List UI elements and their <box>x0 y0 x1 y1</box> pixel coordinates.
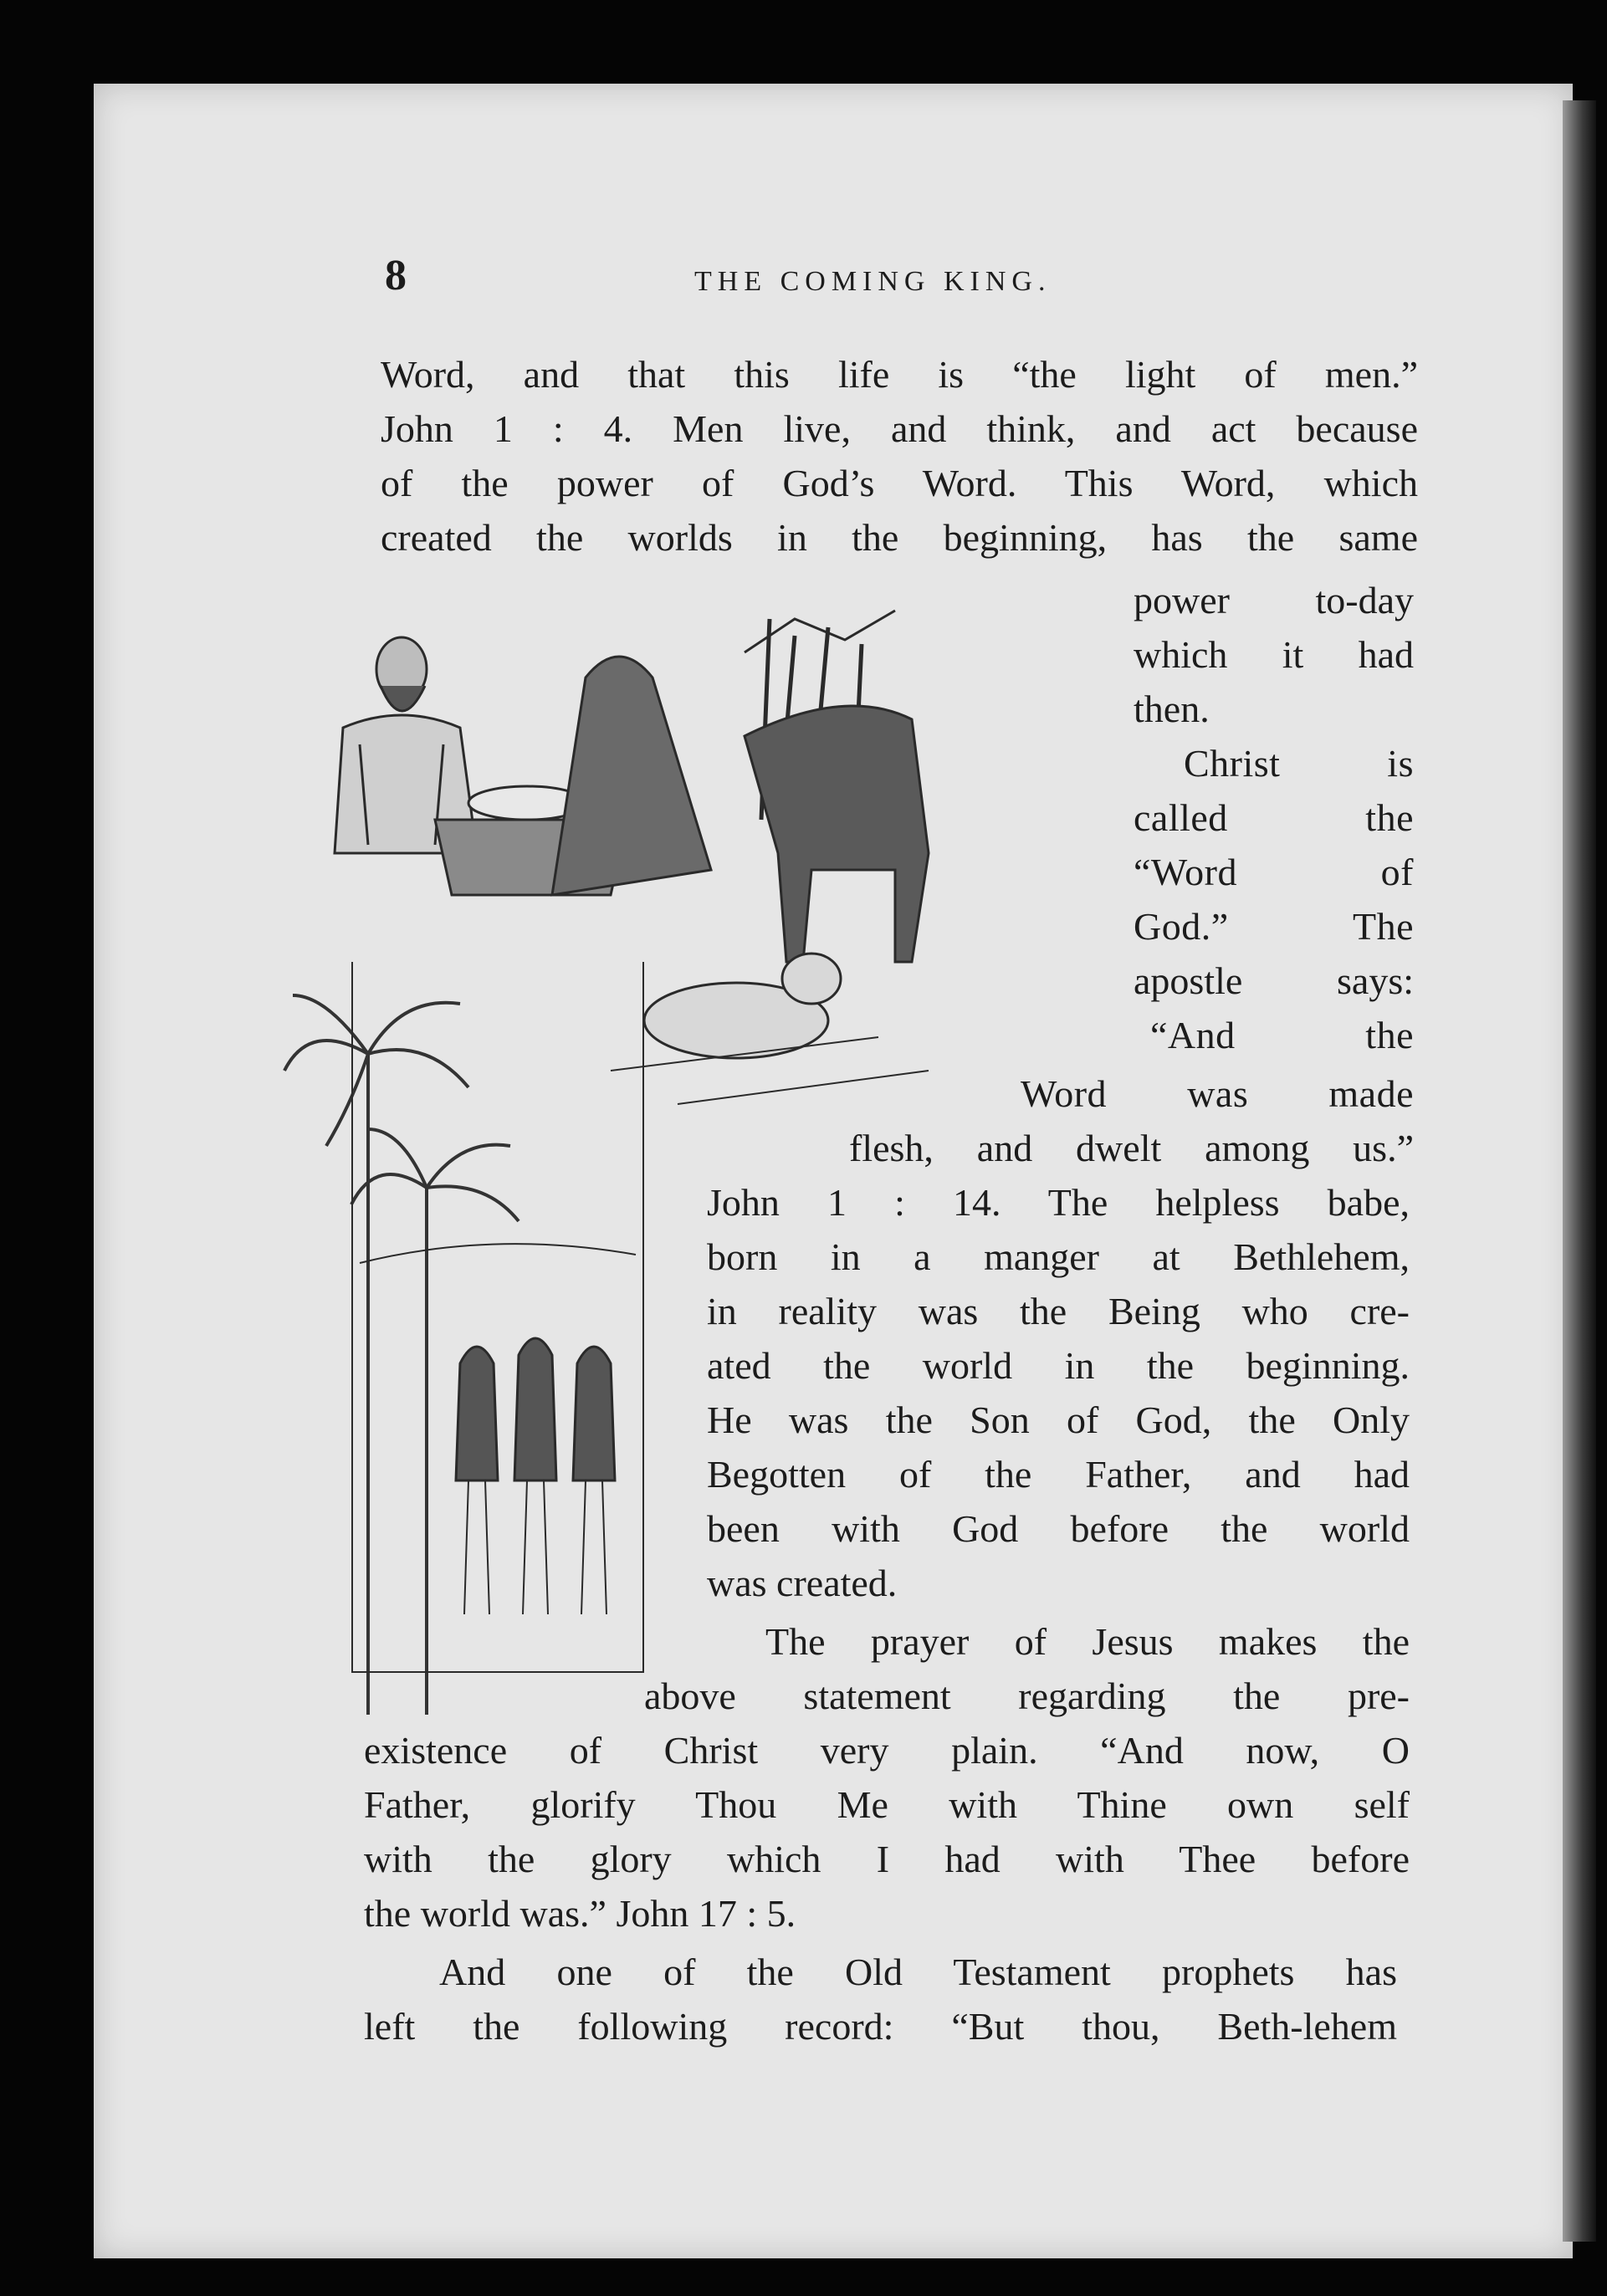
page-edge <box>1563 100 1596 2242</box>
text-line: “And the <box>1150 1014 1414 1056</box>
text-line: of the power of God’s Word. This Word, which <box>381 462 1418 504</box>
text-line: He was the Son of God, the Only <box>707 1399 1410 1441</box>
text-line: And one of the Old Testament prophets has <box>439 1951 1397 1993</box>
text-line: in reality was the Being who cre- <box>707 1290 1410 1332</box>
text-line: born in a manger at Bethlehem, <box>707 1235 1410 1278</box>
text-line: “Word of <box>1134 851 1414 893</box>
text-line: called the <box>1134 796 1414 839</box>
page-header <box>368 251 1422 318</box>
text-line: which it had <box>1134 633 1414 676</box>
text-line: created the worlds in the beginning, has the same <box>381 516 1418 559</box>
page-number: 8 <box>385 252 407 299</box>
text-line: Word, and that this life is “the light of men.” <box>381 353 1418 396</box>
running-title: THE COMING KING. <box>694 266 1052 297</box>
text-line: flesh, and dwelt among us.” <box>849 1127 1414 1169</box>
wise-men-palms-icon <box>351 962 644 1673</box>
text-line: The prayer of Jesus makes the <box>765 1620 1410 1663</box>
text-line: left the following record: “But thou, Beth-lehem <box>364 2005 1397 2048</box>
text-line: ated the world in the beginning. <box>707 1344 1410 1387</box>
text-line: was created. <box>707 1562 898 1604</box>
text-line: with the glory which I had with Thee before <box>364 1838 1410 1880</box>
text-line: God.” The <box>1134 905 1414 948</box>
text-line: existence of Christ very plain. “And now, O <box>364 1729 1410 1772</box>
text-line: John 1 : 14. The helpless babe, <box>707 1181 1410 1224</box>
text-line: Begotten of the Father, and had <box>707 1453 1410 1496</box>
text-line: Christ is <box>1184 742 1414 785</box>
text-line: Father, glorify Thou Me with Thine own self <box>364 1783 1410 1826</box>
text-line: above statement regarding the pre- <box>644 1675 1410 1717</box>
text-line: the world was.” John 17 : 5. <box>364 1892 796 1935</box>
text-line: apostle says: <box>1134 959 1414 1002</box>
text-line: Word was made <box>1021 1072 1414 1115</box>
text-line: been with God before the world <box>707 1507 1410 1550</box>
text-line: then. <box>1134 688 1210 730</box>
text-line: power to-day <box>1134 579 1414 621</box>
text-line: John 1 : 4. Men live, and think, and act because <box>381 407 1418 450</box>
